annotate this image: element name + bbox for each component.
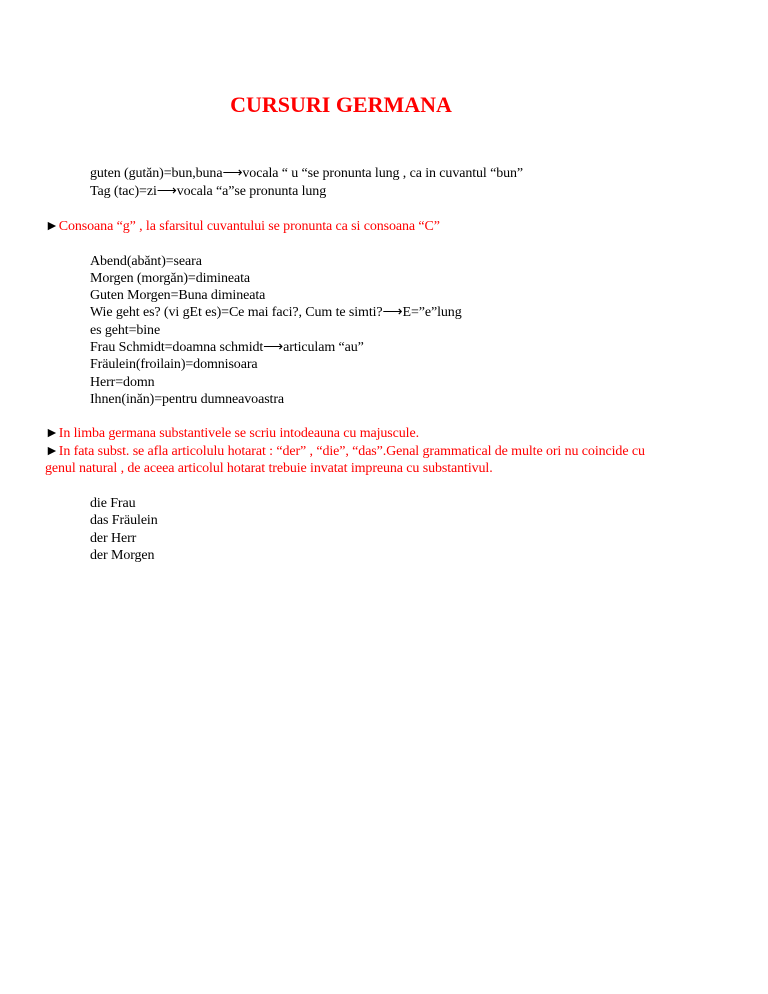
rule-text-continuation: genul natural , de aceea articolul hotarat trebuie invatat impreuna cu substantivul. [45,461,493,476]
vocabulary-line: Ihnen(inăn)=pentru dumneavoastra [90,392,285,407]
article-example: der Herr [90,531,137,546]
triangle-bullet-icon: ► [45,426,59,441]
consonant-note [45,218,440,235]
vocabulary-line: Fräulein(froilain)=domnisoara [90,357,258,372]
vocabulary-line: Guten Morgen=Buna dimineata [90,288,266,303]
vocabulary-line: Morgen (morgăn)=dimineata [90,271,251,286]
article-example: der Morgen [90,548,155,563]
article-example: das Fräulein [90,513,158,528]
rule-text: In limba germana substantivele se scriu intodeauna cu majuscule. [58,426,419,441]
document-title: CURSURI GERMANA [230,92,452,117]
triangle-bullet-icon: ► [45,219,59,234]
vocabulary-line: Herr=domn [90,375,155,390]
vocabulary-line: Frau Schmidt=doamna schmidt⟶articulam “au” [90,340,364,355]
rule-capitalization [45,425,419,442]
triangle-bullet-icon: ► [45,444,59,459]
rule-articles [45,443,645,460]
intro-line: guten (gutăn)=bun,buna⟶vocala “ u “se pronunta lung , ca in cuvantul “bun” [90,166,524,181]
vocabulary-line: Wie geht es? (vi gEt es)=Ce mai faci?, Cum te simti?⟶E=”e”lung [90,305,462,320]
intro-line: Tag (tac)=zi⟶vocala “a”se pronunta lung [90,184,327,199]
article-example: die Frau [90,496,136,511]
vocabulary-line: Abend(abănt)=seara [90,254,202,269]
consonant-note-text: Consoana “g” , la sfarsitul cuvantului se pronunta ca si consoana “C” [58,219,440,234]
vocabulary-line: es geht=bine [90,323,161,338]
rule-text: In fata subst. se afla articolulu hotarat : “der” , “die”, “das”.Genal grammatical de multe ori nu coincide cu [58,444,645,459]
